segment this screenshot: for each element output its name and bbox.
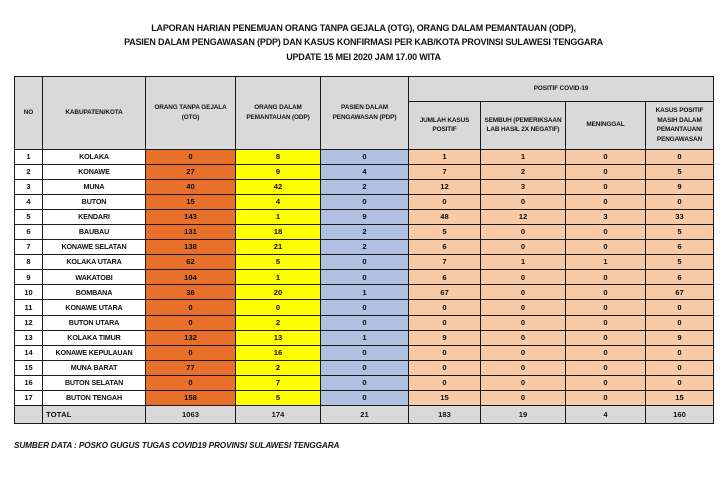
row-meninggal: 0 (566, 285, 646, 300)
row-sembuh: 0 (481, 375, 566, 390)
row-otg: 40 (146, 179, 236, 194)
row-odp: 2 (236, 360, 321, 375)
row-pdp: 0 (321, 345, 409, 360)
row-meninggal: 0 (566, 345, 646, 360)
row-pdp: 0 (321, 300, 409, 315)
row-no: 13 (15, 330, 43, 345)
row-sembuh: 0 (481, 391, 566, 406)
table-row (15, 270, 714, 285)
table-row (15, 179, 714, 194)
row-odp: 9 (236, 164, 321, 179)
row-meninggal: 0 (566, 179, 646, 194)
row-sembuh: 0 (481, 300, 566, 315)
row-pdp: 4 (321, 164, 409, 179)
total-pdp: 21 (321, 406, 409, 424)
row-no: 4 (15, 194, 43, 209)
row-aktif: 9 (646, 330, 714, 345)
table-row (15, 224, 714, 239)
row-meninggal: 0 (566, 240, 646, 255)
row-otg: 132 (146, 330, 236, 345)
row-region: KONAWE (43, 164, 146, 179)
header-row-top (15, 76, 714, 101)
row-pdp: 0 (321, 391, 409, 406)
total-meninggal: 4 (566, 406, 646, 424)
row-sembuh: 0 (481, 285, 566, 300)
row-meninggal: 0 (566, 194, 646, 209)
total-positif: 183 (409, 406, 481, 424)
row-sembuh: 0 (481, 360, 566, 375)
table-row (15, 209, 714, 224)
table-footer (15, 406, 714, 424)
row-aktif: 33 (646, 209, 714, 224)
header-no: NO (15, 76, 43, 149)
row-no: 3 (15, 179, 43, 194)
row-meninggal: 3 (566, 209, 646, 224)
row-otg: 0 (146, 315, 236, 330)
row-no: 5 (15, 209, 43, 224)
row-positif: 9 (409, 330, 481, 345)
row-region: BAUBAU (43, 224, 146, 239)
row-meninggal: 0 (566, 360, 646, 375)
row-pdp: 2 (321, 224, 409, 239)
row-no: 9 (15, 270, 43, 285)
row-region: KOLAKA (43, 149, 146, 164)
row-pdp: 1 (321, 285, 409, 300)
row-odp: 1 (236, 270, 321, 285)
header-region: KABUPATEN/KOTA (43, 76, 146, 149)
row-no: 16 (15, 375, 43, 390)
header-odp: ORANG DALAM PEMANTAUAN (ODP) (236, 76, 321, 149)
row-odp: 5 (236, 255, 321, 270)
row-no: 1 (15, 149, 43, 164)
total-row (15, 406, 714, 424)
table-row (15, 164, 714, 179)
row-region: KOLAKA TIMUR (43, 330, 146, 345)
row-pdp: 2 (321, 179, 409, 194)
table-row (15, 240, 714, 255)
row-positif: 48 (409, 209, 481, 224)
row-region: MUNA BARAT (43, 360, 146, 375)
header-pdp: PASIEN DALAM PENGAWASAN (PDP) (321, 76, 409, 149)
row-sembuh: 0 (481, 330, 566, 345)
header-kasus-masih-dalam-pemantauan: KASUS POSITIF MASIH DALAM PEMANTAUAN/ PENGAWASAN (646, 101, 714, 149)
table-header (15, 76, 714, 149)
row-otg: 131 (146, 224, 236, 239)
table-row (15, 345, 714, 360)
row-sembuh: 0 (481, 345, 566, 360)
row-positif: 0 (409, 315, 481, 330)
table-row (15, 360, 714, 375)
row-otg: 27 (146, 164, 236, 179)
row-region: KOLAKA UTARA (43, 255, 146, 270)
table-body (15, 149, 714, 406)
header-sembuh: SEMBUH (PEMERIKSAAN LAB HASIL 2X NEGATIF) (481, 101, 566, 149)
row-positif: 15 (409, 391, 481, 406)
row-otg: 104 (146, 270, 236, 285)
row-otg: 15 (146, 194, 236, 209)
row-sembuh: 3 (481, 179, 566, 194)
row-sembuh: 1 (481, 255, 566, 270)
row-odp: 5 (236, 391, 321, 406)
header-positif-group: POSITIF COVID-19 (409, 76, 714, 101)
table-row (15, 149, 714, 164)
row-odp: 20 (236, 285, 321, 300)
table-row (15, 330, 714, 345)
row-positif: 0 (409, 360, 481, 375)
row-no: 14 (15, 345, 43, 360)
row-aktif: 0 (646, 345, 714, 360)
row-positif: 6 (409, 270, 481, 285)
total-otg: 1063 (146, 406, 236, 424)
table-row (15, 194, 714, 209)
row-otg: 62 (146, 255, 236, 270)
row-odp: 16 (236, 345, 321, 360)
row-positif: 0 (409, 375, 481, 390)
row-no: 8 (15, 255, 43, 270)
row-pdp: 2 (321, 240, 409, 255)
row-positif: 6 (409, 240, 481, 255)
row-aktif: 0 (646, 149, 714, 164)
row-sembuh: 1 (481, 149, 566, 164)
row-odp: 42 (236, 179, 321, 194)
row-odp: 13 (236, 330, 321, 345)
row-aktif: 0 (646, 360, 714, 375)
table-row (15, 315, 714, 330)
row-positif: 7 (409, 164, 481, 179)
row-region: KONAWE UTARA (43, 300, 146, 315)
row-region: KENDARI (43, 209, 146, 224)
row-sembuh: 0 (481, 224, 566, 239)
row-odp: 0 (236, 300, 321, 315)
row-otg: 0 (146, 300, 236, 315)
row-aktif: 15 (646, 391, 714, 406)
row-positif: 0 (409, 194, 481, 209)
row-no: 11 (15, 300, 43, 315)
row-meninggal: 0 (566, 330, 646, 345)
row-no: 2 (15, 164, 43, 179)
row-pdp: 0 (321, 360, 409, 375)
header-jumlah-kasus-positif: JUMLAH KASUS POSITIF (409, 101, 481, 149)
row-meninggal: 0 (566, 315, 646, 330)
row-no: 10 (15, 285, 43, 300)
row-no: 17 (15, 391, 43, 406)
row-pdp: 0 (321, 194, 409, 209)
row-meninggal: 0 (566, 391, 646, 406)
row-meninggal: 0 (566, 375, 646, 390)
table-row (15, 255, 714, 270)
row-odp: 18 (236, 224, 321, 239)
row-meninggal: 0 (566, 300, 646, 315)
title-line-1: LAPORAN HARIAN PENEMUAN ORANG TANPA GEJALA (OTG), ORANG DALAM PEMANTAUAN (ODP), (151, 23, 576, 33)
row-pdp: 0 (321, 375, 409, 390)
row-region: WAKATOBI (43, 270, 146, 285)
report-table-wrapper (14, 76, 713, 425)
row-pdp: 1 (321, 330, 409, 345)
row-otg: 36 (146, 285, 236, 300)
row-region: BUTON TENGAH (43, 391, 146, 406)
row-meninggal: 0 (566, 164, 646, 179)
total-aktif: 160 (646, 406, 714, 424)
row-aktif: 5 (646, 164, 714, 179)
report-title (14, 0, 713, 65)
row-otg: 0 (146, 375, 236, 390)
row-pdp: 9 (321, 209, 409, 224)
row-meninggal: 1 (566, 255, 646, 270)
row-positif: 1 (409, 149, 481, 164)
total-no-cell (15, 406, 43, 424)
row-aktif: 67 (646, 285, 714, 300)
row-odp: 2 (236, 315, 321, 330)
row-aktif: 0 (646, 375, 714, 390)
row-odp: 21 (236, 240, 321, 255)
row-otg: 143 (146, 209, 236, 224)
row-otg: 138 (146, 240, 236, 255)
row-positif: 0 (409, 345, 481, 360)
covid-report-table (14, 76, 714, 425)
row-no: 15 (15, 360, 43, 375)
row-region: MUNA (43, 179, 146, 194)
total-sembuh: 19 (481, 406, 566, 424)
row-aktif: 9 (646, 179, 714, 194)
row-sembuh: 12 (481, 209, 566, 224)
row-sembuh: 0 (481, 194, 566, 209)
row-region: BUTON SELATAN (43, 375, 146, 390)
row-region: KONAWE SELATAN (43, 240, 146, 255)
row-positif: 0 (409, 300, 481, 315)
row-region: BUTON (43, 194, 146, 209)
source-note: SUMBER DATA : POSKO GUGUS TUGAS COVID19 PROVINSI SULAWESI TENGGARA (14, 441, 340, 451)
row-aktif: 0 (646, 194, 714, 209)
row-sembuh: 0 (481, 270, 566, 285)
title-line-2: PASIEN DALAM PENGAWASAN (PDP) DAN KASUS KONFIRMASI PER KAB/KOTA PROVINSI SULAWESI TENGGARA (124, 36, 603, 47)
header-otg: ORANG TANPA GEJALA (OTG) (146, 76, 236, 149)
title-line-update: UPDATE 15 MEI 2020 JAM 17.00 WITA (286, 52, 441, 62)
row-aktif: 0 (646, 315, 714, 330)
row-pdp: 0 (321, 149, 409, 164)
row-otg: 0 (146, 345, 236, 360)
row-otg: 158 (146, 391, 236, 406)
row-meninggal: 0 (566, 224, 646, 239)
row-positif: 5 (409, 224, 481, 239)
row-odp: 1 (236, 209, 321, 224)
row-positif: 12 (409, 179, 481, 194)
row-aktif: 5 (646, 255, 714, 270)
row-pdp: 0 (321, 270, 409, 285)
row-no: 6 (15, 224, 43, 239)
row-otg: 77 (146, 360, 236, 375)
row-sembuh: 2 (481, 164, 566, 179)
table-row (15, 375, 714, 390)
row-odp: 7 (236, 375, 321, 390)
table-row (15, 391, 714, 406)
row-aktif: 6 (646, 240, 714, 255)
row-otg: 0 (146, 149, 236, 164)
total-label: TOTAL (43, 406, 146, 424)
row-region: KONAWE KEPULAUAN (43, 345, 146, 360)
row-pdp: 0 (321, 315, 409, 330)
row-meninggal: 0 (566, 270, 646, 285)
row-odp: 4 (236, 194, 321, 209)
row-positif: 7 (409, 255, 481, 270)
total-odp: 174 (236, 406, 321, 424)
row-no: 12 (15, 315, 43, 330)
row-aktif: 5 (646, 224, 714, 239)
row-no: 7 (15, 240, 43, 255)
row-region: BUTON UTARA (43, 315, 146, 330)
header-meninggal: MENINGGAL (566, 101, 646, 149)
row-meninggal: 0 (566, 149, 646, 164)
row-sembuh: 0 (481, 315, 566, 330)
row-pdp: 0 (321, 255, 409, 270)
table-row (15, 285, 714, 300)
table-row (15, 300, 714, 315)
row-region: BOMBANA (43, 285, 146, 300)
row-odp: 8 (236, 149, 321, 164)
row-aktif: 0 (646, 300, 714, 315)
row-positif: 67 (409, 285, 481, 300)
row-aktif: 6 (646, 270, 714, 285)
row-sembuh: 0 (481, 240, 566, 255)
